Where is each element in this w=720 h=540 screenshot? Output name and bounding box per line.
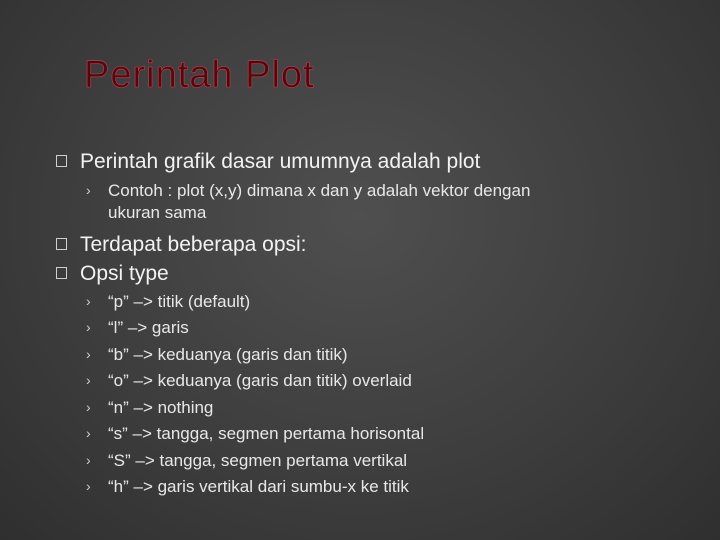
square-bullet-icon (56, 155, 67, 167)
chevron-bullet-icon: › (86, 319, 91, 335)
option-text: “l” –> garis (108, 318, 189, 337)
bullet-text-c: Opsi type (80, 262, 169, 285)
bullet-text-a: Perintah grafik dasar umumnya adalah plot (80, 150, 481, 173)
slide-title: Perintah Plot (84, 54, 315, 96)
chevron-bullet-icon: › (86, 452, 91, 468)
chevron-bullet-icon: › (86, 182, 91, 198)
chevron-bullet-icon: › (86, 293, 91, 309)
square-bullet-icon (56, 267, 67, 279)
sub-bullet-text-line2: ukuran sama (108, 203, 207, 222)
option-text: “b” –> keduanya (garis dan titik) (108, 345, 348, 364)
chevron-bullet-icon: › (86, 372, 91, 388)
bullet-text-b: Terdapat beberapa opsi: (80, 233, 307, 256)
chevron-bullet-icon: › (86, 478, 91, 494)
option-text: “s” –> tangga, segmen pertama horisontal (108, 424, 425, 443)
chevron-bullet-icon: › (86, 346, 91, 362)
chevron-bullet-icon: › (86, 399, 91, 415)
square-bullet-icon (56, 238, 67, 250)
sub-bullet-text-line1: Contoh : plot (x,y) dimana x dan y adalah vektor dengan (108, 181, 531, 200)
chevron-bullet-icon: › (86, 425, 91, 441)
option-text: “n” –> nothing (108, 398, 214, 417)
option-text: “o” –> keduanya (garis dan titik) overlaid (108, 371, 412, 390)
option-text: “S” –> tangga, segmen pertama vertikal (108, 451, 408, 470)
option-text: “h” –> garis vertikal dari sumbu-x ke titik (108, 477, 409, 496)
option-text: “p” –> titik (default) (108, 292, 251, 311)
